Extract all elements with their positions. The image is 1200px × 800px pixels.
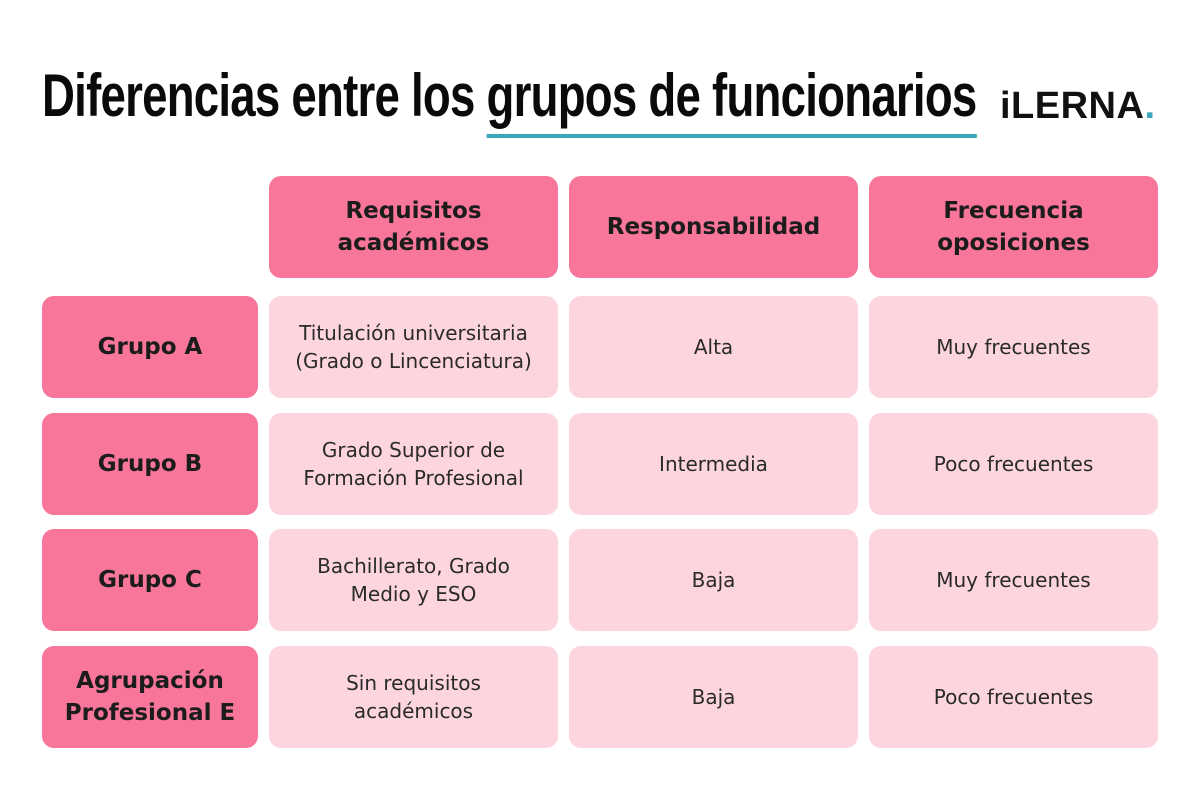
cell-text: Poco frecuentes [933, 452, 1094, 476]
table-cell [869, 413, 1158, 515]
table-cell [269, 296, 558, 398]
row-label-grupo-a [42, 296, 258, 398]
cell-text: Muy frecuentes [936, 568, 1091, 592]
cell-text: Grado Superior de Formación Profesional [303, 438, 524, 490]
header-requisitos [269, 176, 558, 278]
header-frecuencia [869, 176, 1158, 278]
header-responsabilidad [569, 176, 858, 278]
title-prefix: Diferencias entre los [42, 62, 487, 129]
table-cell [569, 413, 858, 515]
logo-text: iLERNA [1000, 85, 1145, 127]
row-label-grupo-b [42, 413, 258, 515]
cell-text: Muy frecuentes [936, 335, 1091, 359]
ilerna-logo [1000, 84, 1156, 128]
table-cell [569, 296, 858, 398]
cell-text: Intermedia [659, 452, 768, 476]
row-label: Grupo B [97, 451, 203, 477]
header-label: Responsabilidad [606, 214, 821, 240]
cell-text: Sin requisitos académicos [346, 671, 481, 723]
table-cell [869, 296, 1158, 398]
logo-dot: . [1144, 85, 1156, 127]
table-cell [569, 646, 858, 748]
row-label-grupo-c [42, 529, 258, 631]
page-title [42, 60, 977, 138]
table-cell [569, 529, 858, 631]
table-cell [269, 646, 558, 748]
cell-text: Baja [691, 568, 736, 592]
cell-text: Baja [691, 685, 736, 709]
row-label: Grupo A [97, 334, 203, 360]
row-label-agrupacion-e [42, 646, 258, 748]
row-label: Grupo C [98, 567, 202, 593]
cell-text: Titulación universitaria (Grado o Lincenciatura) [295, 321, 532, 373]
table-cell [869, 529, 1158, 631]
cell-text: Bachillerato, Grado Medio y ESO [317, 554, 510, 606]
header-label: Frecuencia oposiciones [937, 198, 1090, 256]
row-label: Agrupación Profesional E [64, 668, 236, 726]
header-label: Requisitos académicos [337, 198, 490, 256]
table-cell [269, 529, 558, 631]
cell-text: Poco frecuentes [933, 685, 1094, 709]
table-cell [269, 413, 558, 515]
title-highlight: grupos de funcionarios [487, 60, 977, 138]
cell-text: Alta [693, 335, 734, 359]
table-cell [869, 646, 1158, 748]
